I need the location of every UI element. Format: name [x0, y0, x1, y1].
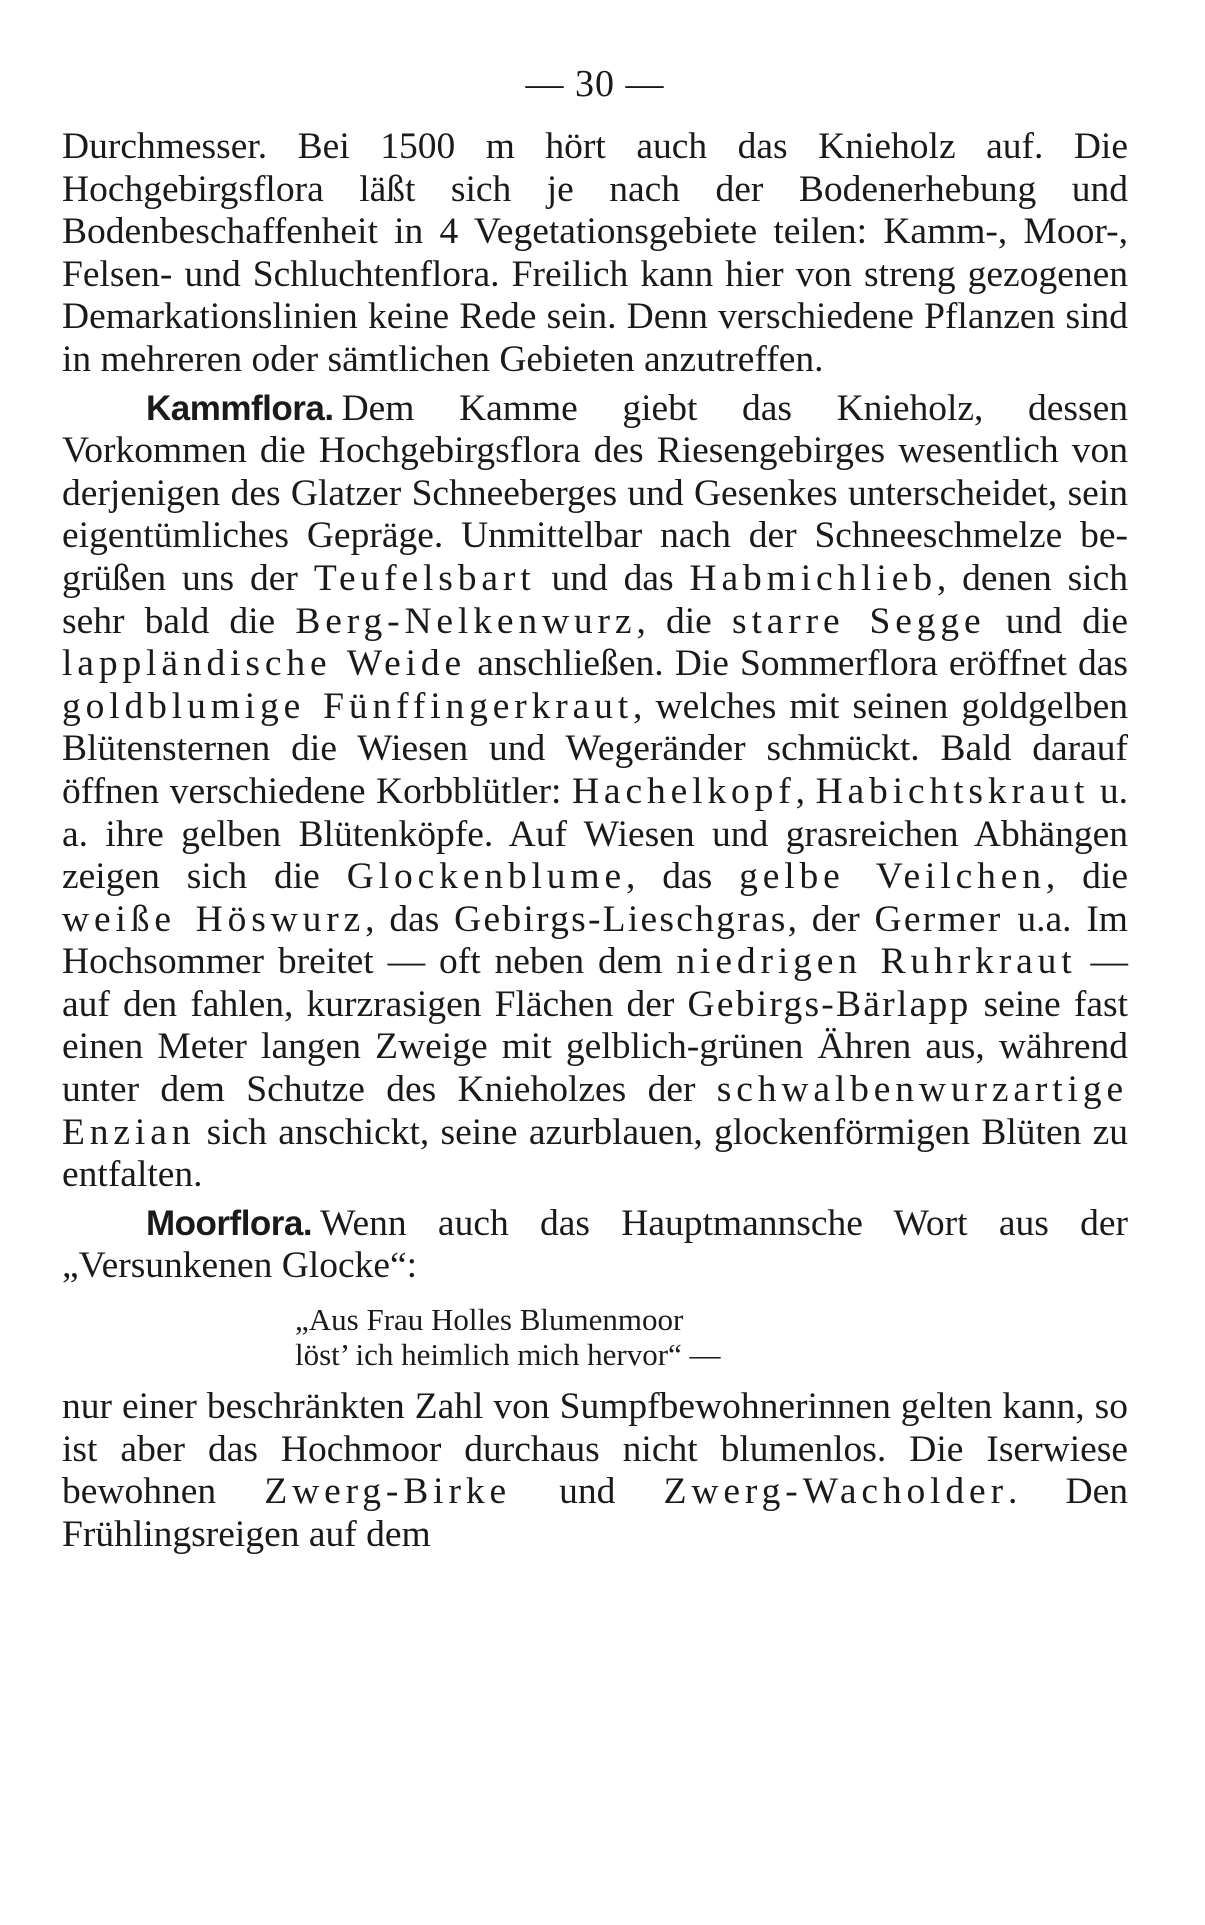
text-run: , das: [625, 856, 740, 898]
plant-name: Glockenblume: [346, 856, 626, 898]
text-run: seine fast einen Meter langen Zweige mit gelblich-grünen Ähren aus, während unter dem Schutze des Knieholzes der: [62, 983, 1128, 1111]
quote-line: „Aus Frau Holles Blumenmoor: [295, 1302, 684, 1338]
plant-name: Berg-Nelkenwurz: [295, 600, 637, 642]
intro-paragraph: Durchmesser. Bei 1500 m hört auch das Knieholz auf. Die Hochgebirgsflora läßt sich je nach der Bodenerhebung und Bodenbeschaffenheit in 4 Vegetationsgebiete teilen: Kamm-, Moor-, Felsen- und Schluchtenflora. Freilich kann hier von streng gezogenen Demarkationslinien keine Rede sein. Denn verschiedene Pflanzen sind in mehreren oder sämtlichen Gebieten anzutreffen.: [62, 126, 1128, 380]
kammflora-paragraph: [62, 388, 1128, 1197]
book-page: [62, 62, 1128, 1556]
text-run: nur einer beschränkten Zahl von Sumpfbewohnerinnen gelten kann, so ist aber das Hochmoor durchaus nicht blumenlos. Die Iserwiese bewohnen: [62, 1386, 1128, 1513]
text-run: , das: [365, 898, 455, 940]
text-run: anschließen. Die Sommerflora eröffnet das: [466, 643, 1128, 685]
quote-line: löst’ ich heimlich mich hervor“ —: [295, 1337, 721, 1373]
page-number: — 30 —: [525, 63, 665, 105]
text-run: , die: [636, 600, 732, 642]
plant-name: Gebirgs-Bärlapp: [687, 983, 971, 1025]
text-run: — auf den fahlen, kurzrasigen Flächen der: [62, 941, 1128, 1025]
kammflora-heading: Kammflora.: [146, 388, 334, 428]
text-run: und das: [535, 557, 690, 599]
text-run: , die: [1045, 856, 1128, 898]
plant-name: Teufelsbart: [313, 557, 536, 599]
plant-name: weiße Höswurz: [62, 898, 366, 940]
text-run: , welches mit seinen goldgelben Blütensternen die Wiesen und Wegeränder schmückt. Bald darauf öffnen verschiedene Korbblütler:: [62, 685, 1128, 812]
moorflora-continuation: [62, 1386, 1128, 1556]
plant-name: Hachelkopf: [571, 770, 796, 812]
plant-name: gelbe Veilchen: [739, 856, 1046, 898]
text-run: , denen sich sehr bald die: [62, 557, 1128, 642]
text-run: und: [510, 1471, 664, 1513]
plant-name: Habmichlieb: [689, 557, 937, 599]
plant-name: Habichtskraut: [815, 770, 1090, 812]
plant-name: Germer: [874, 898, 1003, 940]
text-run: u.a. Im Hochsommer breitet — oft neben dem: [62, 898, 1128, 983]
plant-name: Zwerg-Birke: [264, 1471, 511, 1513]
plant-name: Zwerg-Wacholder: [663, 1471, 1008, 1513]
verse-quote: [295, 1302, 1128, 1372]
moorflora-paragraph: [62, 1203, 1128, 1288]
plant-name: lappländische Weide: [62, 643, 467, 685]
text-run: , der: [787, 898, 875, 940]
text-run: . Den Frühlingsreigen auf dem: [62, 1471, 1128, 1555]
text-run: Wenn auch das Hauptmannsche Wort aus der „Versunkenen Glocke“:: [62, 1202, 1128, 1287]
text-run: sich anschickt, seine azurblauen, glockenförmigen Blüten zu entfalten.: [62, 1111, 1128, 1196]
text-run: ,: [795, 770, 816, 812]
plant-name: starre Segge: [731, 600, 986, 642]
moorflora-heading: Moorflora.: [146, 1203, 313, 1243]
text-run: u. a. ihre gelben Blütenköpfe. Auf Wiesen und grasreichen Abhängen zeigen sich die: [62, 770, 1128, 898]
plant-name: schwalbenwurzartige Enzian: [62, 1069, 1128, 1153]
text-run: und die: [985, 600, 1128, 642]
plant-name: goldblumige Fünffingerkraut: [62, 685, 634, 727]
plant-name: Gebirgs-Lieschgras: [454, 898, 788, 940]
text-run: Dem Kamme giebt das Knieholz, dessen Vorkommen die Hochgebirgsflora des Riesengebirges wesentlich von derjenigen des Glatzer Schneeberges und Gesenkes unterscheidet, sein eigentümliches Gepräge. Unmittelbar nach der Schneeschmelze begrüßen uns der: [62, 387, 1128, 599]
plant-name: niedrigen Ruhrkraut: [676, 941, 1077, 983]
